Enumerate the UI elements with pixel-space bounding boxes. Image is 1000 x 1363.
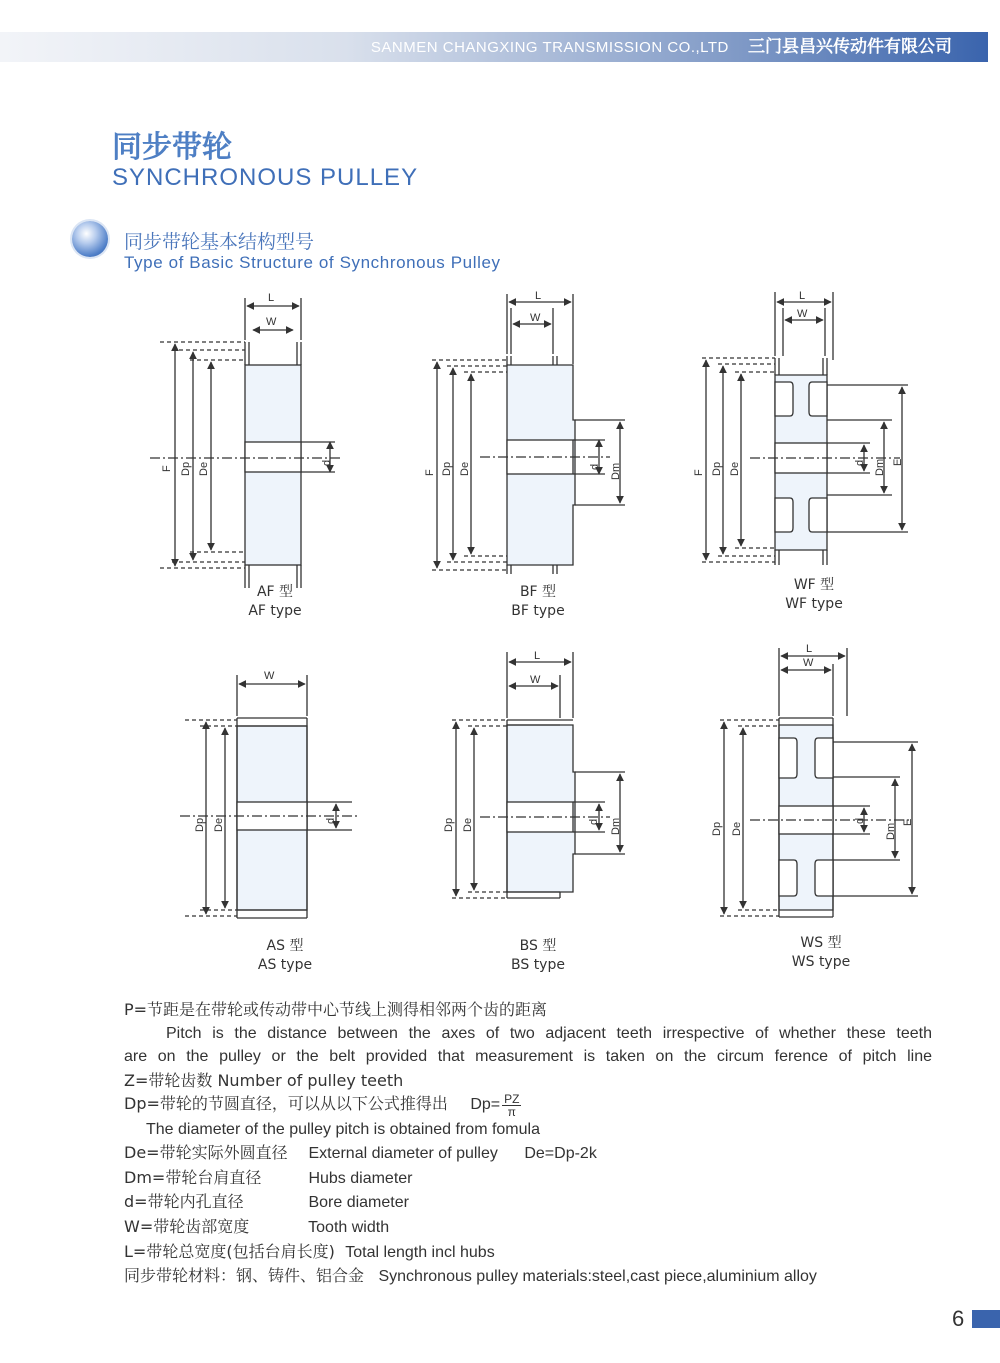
- definitions-block: [124, 998, 934, 1289]
- dp-formula-left: Dp=: [470, 1096, 501, 1114]
- note-l-cn: L=带轮总宽度(包括台肩长度): [124, 1241, 335, 1261]
- dim-label: Dm: [610, 462, 622, 480]
- type-caption-as: [225, 937, 345, 975]
- dim-label: Dp: [711, 821, 723, 836]
- note-l: [124, 1240, 934, 1265]
- note-d-en: Bore diameter: [308, 1194, 409, 1212]
- dim-label: De: [198, 461, 210, 476]
- wf-drawing: [702, 292, 908, 565]
- dim-label: d: [321, 459, 333, 466]
- page-tab-marker: [972, 1310, 1000, 1328]
- type-en: BS type: [511, 957, 565, 973]
- dim-label: d: [854, 459, 866, 466]
- type-en: BF type: [511, 603, 565, 619]
- dim-label: Dp: [194, 817, 206, 832]
- dim-label: W: [266, 316, 277, 328]
- type-cn: WF 型: [793, 577, 835, 593]
- bs-drawing: [452, 652, 625, 898]
- type-caption-ws: [761, 934, 881, 972]
- bf-drawing: [432, 294, 625, 574]
- note-dm-cn: Dm=带轮台肩直径: [124, 1167, 262, 1187]
- note-w-en: Tooth width: [308, 1219, 390, 1237]
- dim-label: De: [462, 817, 474, 832]
- note-pitch-en-1: Pitch is the distance between the axes of two adjacent teeth irrespective of whether these teeth: [166, 1024, 932, 1042]
- type-cn: BS 型: [519, 938, 557, 954]
- note-teeth: Z=带轮齿数 Number of pulley teeth: [124, 1070, 404, 1090]
- dim-label: De: [729, 461, 741, 476]
- company-name-cn: 三门县昌兴传动件有限公司: [748, 37, 952, 57]
- dim-label: L: [806, 643, 813, 655]
- dim-label: F: [161, 465, 173, 472]
- note-pitch-en-2: are on the pulley or the belt provided that measurement is taken on the circum ference of pitch line: [124, 1048, 932, 1066]
- dim-label: Dm: [610, 817, 622, 835]
- dim-label: E: [902, 818, 914, 826]
- note-de-formula: De=Dp-2k: [524, 1145, 597, 1163]
- dim-label: L: [535, 290, 542, 302]
- page-title-en: SYNCHRONOUS PULLEY: [112, 164, 419, 191]
- type-cn: AF 型: [256, 584, 294, 600]
- header-company: [371, 36, 952, 58]
- type-en: AF type: [248, 603, 302, 619]
- ws-drawing: [720, 648, 918, 917]
- company-name-en: SANMEN CHANGXING TRANSMISSION CO.,LTD: [370, 39, 729, 56]
- type-en: WS type: [791, 954, 851, 970]
- dim-label: d: [588, 818, 600, 825]
- type-caption-bs: [478, 937, 598, 975]
- dim-label: W: [803, 657, 814, 669]
- note-w: [124, 1215, 934, 1240]
- note-l-en: Total length incl hubs: [345, 1243, 495, 1261]
- note-material: [124, 1264, 934, 1289]
- note-de: [124, 1141, 934, 1166]
- dim-label: F: [424, 469, 436, 476]
- type-cn: AS 型: [266, 938, 304, 954]
- dim-label: d: [589, 463, 601, 470]
- section-title-cn: 同步带轮基本结构型号: [124, 231, 315, 253]
- dim-label: W: [530, 312, 541, 324]
- note-dp: [124, 1092, 934, 1117]
- note-dp-en: The diameter of the pulley pitch is obtained from fomula: [146, 1120, 540, 1138]
- dp-formula-num: PZ: [504, 1091, 520, 1106]
- dim-label: Dm: [874, 458, 886, 476]
- dim-label: L: [268, 292, 275, 304]
- note-pitch-cn: P=节距是在带轮或传动带中心节线上测得相邻两个齿的距离: [124, 1000, 548, 1019]
- section-bullet-icon: [72, 221, 108, 257]
- dim-label: F: [693, 469, 705, 476]
- type-en: AS type: [257, 957, 313, 973]
- note-dm-en: Hubs diameter: [308, 1169, 413, 1187]
- type-caption-af: [215, 583, 335, 621]
- note-dm: [124, 1166, 934, 1191]
- dim-label: d: [325, 817, 337, 824]
- dp-formula-fraction: [502, 1093, 521, 1118]
- note-material-en: Synchronous pulley materials:steel,cast piece,aluminium alloy: [378, 1268, 817, 1286]
- dim-label: W: [797, 308, 808, 320]
- note-d-cn: d=带轮内孔直径: [124, 1192, 244, 1212]
- note-dp-cn: Dp=带轮的节圆直径，可以从以下公式推得出: [124, 1094, 448, 1114]
- dim-label: Dp: [180, 461, 192, 476]
- dim-label: d: [854, 817, 866, 824]
- dim-label: L: [799, 290, 806, 302]
- pulley-diagrams: [0, 280, 1000, 980]
- dim-label: Dp: [441, 461, 453, 476]
- dim-label: Dp: [711, 461, 723, 476]
- note-w-cn: W=带轮齿部宽度: [124, 1217, 250, 1237]
- page-number: 6: [952, 1306, 965, 1331]
- note-de-cn: De=带轮实际外圆直径: [124, 1143, 288, 1163]
- note-de-en: External diameter of pulley: [308, 1145, 498, 1163]
- dim-label: W: [264, 670, 275, 682]
- page-title-cn: 同步带轮: [112, 130, 232, 165]
- dim-label: L: [534, 650, 541, 662]
- as-drawing: [180, 675, 360, 918]
- af-drawing: [150, 298, 340, 588]
- type-en: WF type: [785, 596, 843, 612]
- dp-formula-den: π: [507, 1104, 516, 1119]
- type-caption-wf: [754, 576, 874, 614]
- dim-label: De: [731, 821, 743, 836]
- type-cn: WS 型: [800, 935, 842, 951]
- note-material-cn: 同步带轮材料：钢、铸件、铝合金: [124, 1266, 365, 1286]
- dim-label: De: [459, 461, 471, 476]
- dim-label: Dp: [443, 817, 455, 832]
- dim-label: Dm: [885, 822, 897, 840]
- type-caption-bf: [478, 583, 598, 621]
- dim-label: De: [213, 817, 225, 832]
- note-d: [124, 1190, 934, 1215]
- section-title-en: Type of Basic Structure of Synchronous Pulley: [124, 253, 501, 272]
- type-cn: BF 型: [519, 584, 557, 600]
- dim-label: W: [530, 674, 541, 686]
- dim-label: E: [892, 458, 904, 466]
